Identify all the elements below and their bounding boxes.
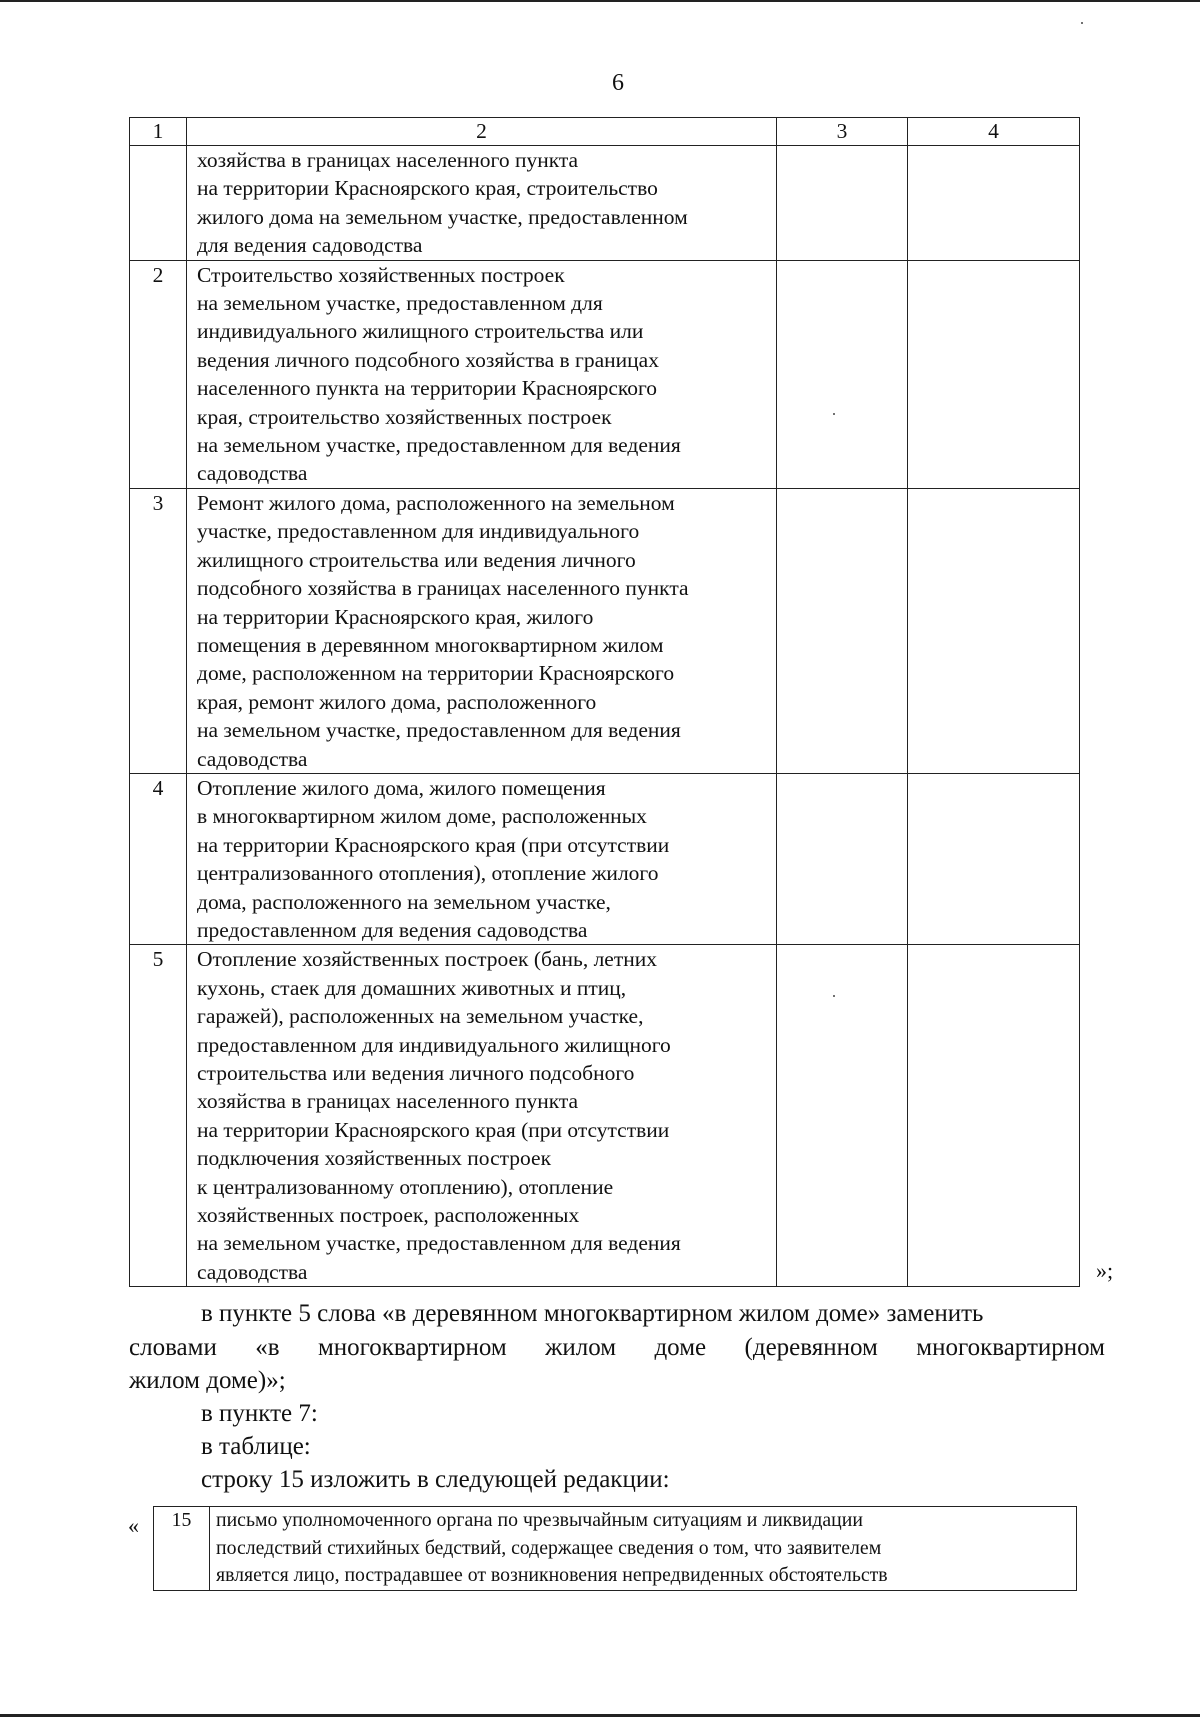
table-row — [130, 773, 1080, 944]
table-row — [130, 146, 1080, 261]
text-line: подсобного хозяйства в границах населенного пункта — [197, 576, 689, 601]
text-line: Строительство хозяйственных построек — [197, 262, 565, 287]
row-number: 4 — [130, 773, 187, 944]
row-number: 3 — [130, 488, 187, 773]
column-header: 3 — [777, 118, 908, 146]
scan-speck — [833, 413, 835, 415]
empty-cell — [908, 260, 1080, 488]
text-line: жилищного строительства или ведения личного — [197, 547, 636, 572]
table-row — [130, 488, 1080, 773]
empty-cell — [908, 146, 1080, 261]
column-header: 2 — [187, 118, 777, 146]
amendment-paragraph-line: словами «в многоквартирном жилом доме (деревянном многоквартирном — [129, 1334, 1105, 1361]
text-line: в многоквартирном жилом доме, расположенных — [197, 804, 647, 829]
table-header-row — [130, 118, 1080, 146]
row-description — [187, 488, 777, 773]
text-line: садоводства — [197, 746, 308, 771]
text-line: на территории Красноярского края (при отсутствии — [197, 1117, 670, 1142]
row-description — [187, 945, 777, 1287]
row-number: 2 — [130, 260, 187, 488]
text-line: на территории Красноярского края, строительство — [197, 176, 658, 201]
row-description — [187, 773, 777, 944]
text-line: помещения в деревянном многоквартирном жилом — [197, 632, 664, 657]
column-header: 4 — [908, 118, 1080, 146]
replacement-row-table — [153, 1506, 1077, 1591]
text-line: на земельном участке, предоставленном для ведения — [197, 433, 681, 458]
table-row — [154, 1507, 1077, 1591]
text-line: индивидуального жилищного строительства или — [197, 319, 644, 344]
text-line: на земельном участке, предоставленном для ведения — [197, 1231, 681, 1256]
opening-quote-mark: « — [128, 1513, 139, 1538]
text-line: жилого дома на земельном участке, предоставленном — [197, 204, 688, 229]
text-line: ведения личного подсобного хозяйства в границах — [197, 347, 659, 372]
text-line: для ведения садоводства — [197, 233, 423, 258]
row-description — [187, 260, 777, 488]
text-line: централизованного отопления), отопление жилого — [197, 861, 659, 886]
text-line: хозяйства в границах населенного пункта — [197, 1089, 579, 1114]
text-line: на земельном участке, предоставленном для — [197, 291, 603, 316]
table-row — [130, 945, 1080, 1287]
amendment-paragraph-line: в таблице: — [201, 1433, 311, 1460]
text-line: последствий стихийных бедствий, содержащее сведения о том, что заявителем — [216, 1536, 882, 1559]
text-line: подключения хозяйственных построек — [197, 1146, 552, 1171]
text-line: к централизованному отоплению), отопление — [197, 1174, 614, 1199]
text-line: края, ремонт жилого дома, расположенного — [197, 689, 597, 714]
text-line: является лицо, пострадавшее от возникновения непредвиденных обстоятельств — [216, 1564, 888, 1586]
text-line: доме, расположенном на территории Красноярского — [197, 661, 675, 686]
text-line: населенного пункта на территории Красноярского — [197, 376, 658, 401]
top-scan-edge — [0, 0, 1200, 2]
amendment-paragraph-line: в пункте 7: — [201, 1400, 318, 1427]
column-header: 1 — [130, 118, 187, 146]
amendment-paragraph-line: строку 15 изложить в следующей редакции: — [201, 1466, 670, 1493]
empty-cell — [777, 488, 908, 773]
empty-cell — [777, 773, 908, 944]
text-line: письмо уполномоченного органа по чрезвычайным ситуациям и ликвидации — [216, 1509, 863, 1531]
text-line: Отопление хозяйственных построек (бань, летних — [197, 947, 658, 972]
amendment-paragraph-line: в пункте 5 слова «в деревянном многоквартирном жилом доме» заменить — [201, 1300, 984, 1327]
text-line: хозяйства в границах населенного пункта — [197, 148, 579, 172]
text-line: Отопление жилого дома, жилого помещения — [197, 775, 606, 800]
text-line: кухонь, стаек для домашних животных и птиц, — [197, 975, 627, 1000]
row-description — [210, 1507, 1077, 1591]
text-line: строительства или ведения личного подсобного — [197, 1061, 635, 1085]
text-line: на территории Красноярского края, жилого — [197, 604, 594, 629]
text-line: Ремонт жилого дома, расположенного на земельном — [197, 490, 675, 515]
text-line: предоставленном для индивидуального жилищного — [197, 1032, 671, 1057]
bottom-scan-edge — [0, 1714, 1200, 1717]
text-line: края, строительство хозяйственных построек — [197, 404, 612, 429]
row-number: 5 — [130, 945, 187, 1287]
text-line: садоводства — [197, 461, 308, 486]
text-line: участке, предоставленном для индивидуального — [197, 519, 640, 544]
text-line: на земельном участке, предоставленном для ведения — [197, 718, 681, 743]
empty-cell — [908, 773, 1080, 944]
main-table — [129, 117, 1080, 1287]
empty-cell — [908, 945, 1080, 1287]
empty-cell — [777, 260, 908, 488]
table-row — [130, 260, 1080, 488]
text-line: на территории Красноярского края (при отсутствии — [197, 832, 670, 857]
text-line: хозяйственных построек, расположенных — [197, 1203, 580, 1228]
text-line: садоводства — [197, 1259, 308, 1284]
text-line: гаражей), расположенных на земельном участке, — [197, 1004, 644, 1029]
row-description — [187, 146, 777, 261]
scan-speck — [833, 995, 835, 997]
text-line: предоставленном для ведения садоводства — [197, 917, 588, 942]
row-number: 15 — [154, 1507, 210, 1591]
empty-cell — [777, 146, 908, 261]
amendment-paragraph-line: жилом доме)»; — [129, 1367, 286, 1394]
empty-cell — [777, 945, 908, 1287]
closing-quote-mark: »; — [1096, 1258, 1114, 1283]
empty-cell — [908, 488, 1080, 773]
text-line: дома, расположенного на земельном участке, — [197, 889, 611, 914]
page-number: 6 — [612, 70, 624, 96]
row-number — [130, 146, 187, 261]
scan-speck — [1081, 22, 1083, 24]
